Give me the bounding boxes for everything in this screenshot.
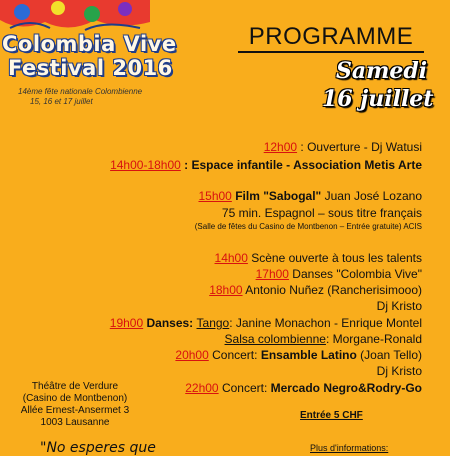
schedule-item: Salsa colombienne: Morgane-Ronald — [224, 332, 422, 346]
schedule-text: (Joan Tello) — [356, 348, 422, 362]
festival-name-line1: Colombia Vive — [2, 32, 177, 56]
festival-dates: 15, 16 et 17 juillet — [30, 97, 93, 106]
schedule-time: 14h00-18h00 — [110, 158, 181, 172]
schedule-item: 22h00 Concert: Mercado Negro&Rodry-Go — [185, 381, 422, 395]
day-label: Samedi — [336, 58, 428, 84]
schedule-item: 19h00 Danses: Tango: Janine Monachon - Enrique Montel — [109, 316, 422, 330]
schedule-time: 17h00 — [255, 267, 289, 281]
more-info-link[interactable]: Plus d'informations: — [310, 443, 389, 453]
schedule-text: Espace infantile - Association Metis Arte — [191, 158, 422, 172]
schedule-time: 20h00 — [175, 348, 209, 362]
festival-subtitle: 14ème fête nationale Colombienne — [18, 87, 143, 96]
schedule-time: 19h00 — [109, 316, 144, 330]
schedule-text: Danses "Colombia Vive" — [288, 267, 422, 281]
venue-address: Théâtre de Verdure (Casino de Montbenon) Allée Ernest-Ansermet 3 1003 Lausanne — [20, 381, 130, 428]
quote-text: "No esperes que — [40, 440, 156, 456]
schedule-item — [209, 283, 422, 297]
schedule-detail: (Salle de fêtes du Casino de Montbenon – Entrée gratuite) ACIS — [194, 222, 422, 231]
schedule-item: 14h00-18h00 : Espace infantile - Association Metis Arte — [110, 158, 422, 172]
schedule-text: : Janine Monachon - Enrique Montel — [229, 316, 422, 330]
schedule-detail: Dj Kristo — [376, 364, 422, 378]
schedule-text: Ouverture - Dj Watusi — [307, 140, 422, 154]
schedule-time: 12h00 — [263, 140, 298, 154]
schedule-detail: 75 min. Espagnol – sous titre français — [221, 206, 422, 220]
schedule-time: 15h00 — [198, 189, 232, 203]
entry-price: Entrée 5 CHF — [300, 410, 363, 421]
programme-title: PROGRAMME — [238, 24, 424, 53]
schedule-time: 14h00 — [214, 251, 248, 265]
festival-illustration — [0, 0, 150, 36]
schedule-item — [256, 267, 422, 281]
schedule-text: Antonio Nuñez (Rancherisimooo) — [242, 283, 422, 297]
schedule-text: : Morgane-Ronald — [325, 332, 422, 346]
date-label: 16 juillet — [322, 86, 434, 112]
schedule-detail: Dj Kristo — [376, 299, 422, 313]
festival-name-line2: Festival 2016 — [8, 56, 173, 80]
schedule-item: 12h00 : Ouverture - Dj Watusi — [263, 140, 422, 154]
schedule-item — [215, 251, 422, 265]
schedule-time: 18h00 — [209, 283, 243, 297]
schedule-time: 22h00 — [185, 381, 219, 395]
schedule-text: Scène ouverte à tous les talents — [247, 251, 422, 265]
schedule-text: Juan José Lozano — [324, 189, 422, 203]
schedule-item: 15h00 Film "Sabogal" Juan José Lozano — [198, 189, 422, 203]
schedule-item: 20h00 Concert: Ensamble Latino (Joan Tello) — [175, 348, 422, 362]
